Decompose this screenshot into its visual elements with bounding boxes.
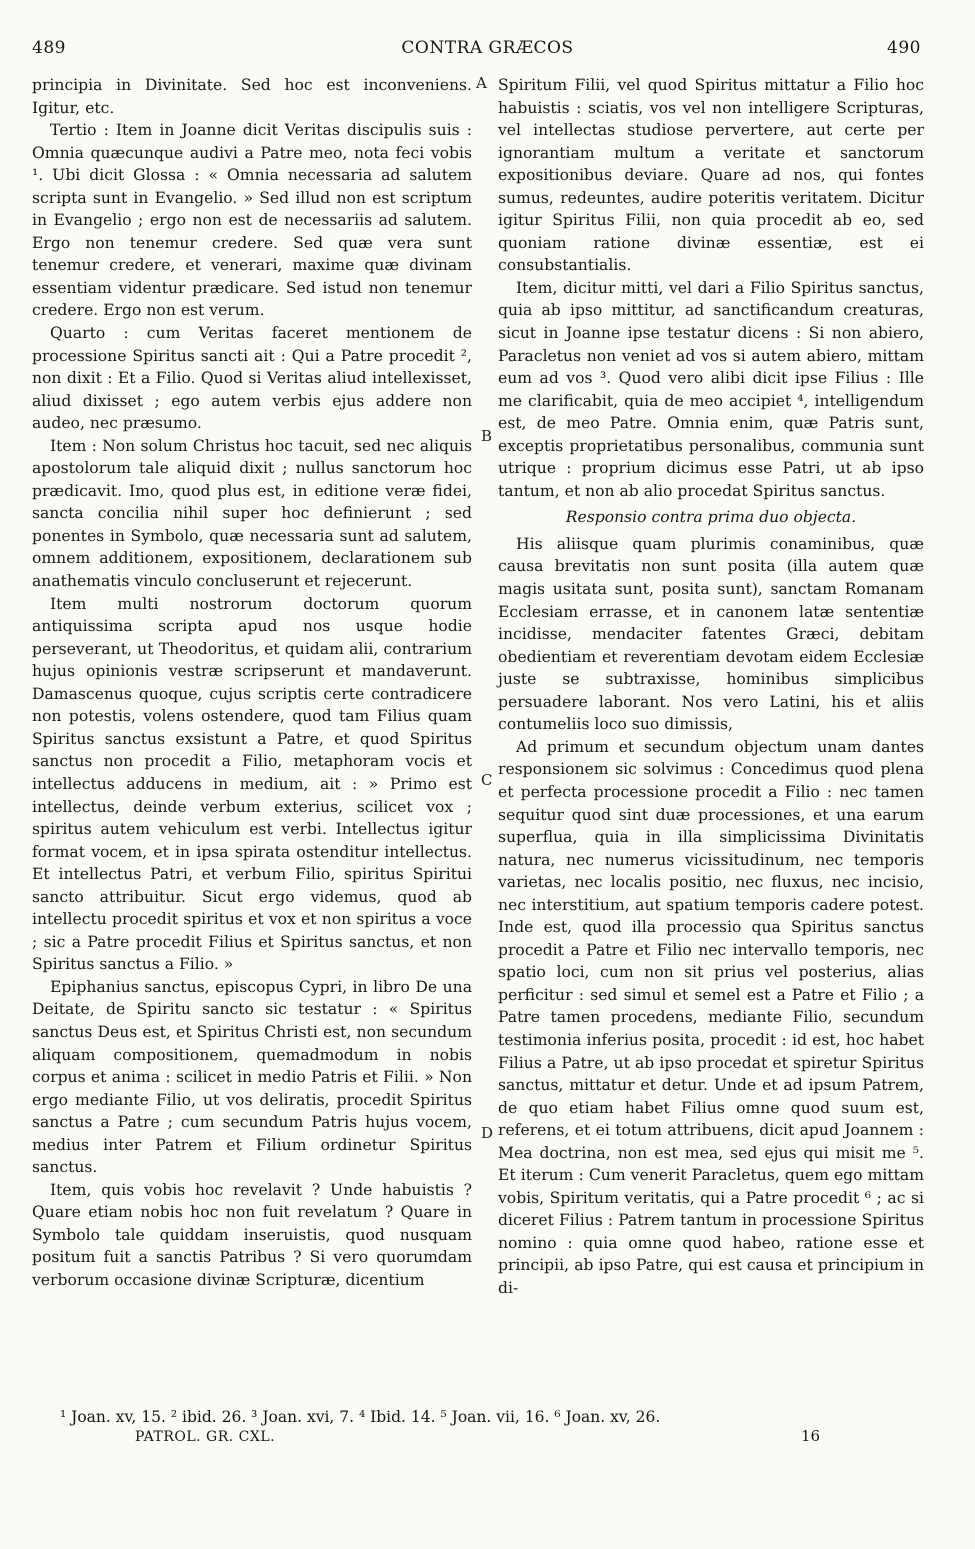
margin-mark-a: A <box>476 74 487 92</box>
paragraph: Tertio : Item in Joanne dicit Veritas discipulis suis : Omnia quæcunque audivi a Patre meo, nota feci vobis ¹. Ubi dicit Glossa : « Omnia necessaria ad salutem scripta sunt in Evangelio. » Sed illud non est scriptum in Evangelio ; ergo non est de necessariis ad salutem. Ergo non tenemur credere. Sed quæ vera sunt tenemur credere, et venerari, maxime quæ divinam essentiam videntur prædicare. Sed istud non tenemur credere. Ergo non est verum. <box>32 121 472 320</box>
volume-label: PATROL. GR. CXL. <box>135 1429 276 1445</box>
margin-mark-b: B <box>481 427 493 445</box>
paragraph: Item, dicitur mitti, vel dari a Filio Spiritus sanctus, quia ab ipso mittitur, ad sanctificandum creaturas, sicut in Joanne ipse testatur dicens : Si non abiero, Paracletus non veniet ad vos si autem abiero, mittam eum ad vos ³. Quod vero alibi dicit ipse Filius : Ille me clarificabit, quia de meo accipiet ⁴, intelligendum est, de meo Patre. Omnia enim, quæ Patris sunt, exceptis proprietatibus personalibus, communia sunt utrique : proprium dicimus esse Patri, ut ab ipso tantum, et non ab alio procedat Spiritus sanctus. <box>498 278 924 500</box>
margin-mark-c: C <box>481 771 493 789</box>
right-column <box>498 74 924 1300</box>
paragraph: His aliisque quam plurimis conaminibus, quæ causa brevitatis non sunt posita (illa autem quæ magis usitata sunt, posita sunt), sanctam Romanam Ecclesiam errasse, et in canonem latæ sententiæ incidisse, mendaciter fatentes Græci, debitam obedientiam et reverentiam devotam eidem Ecclesiæ juste se subtraxisse, hominibus simplicibus persuadere laborant. Nos vero Latini, his et aliis contumeliis loco suo dimissis, <box>498 534 924 734</box>
paragraph: Epiphanius sanctus, episcopus Cypri, in libro De una Deitate, de Spiritu sancto sic testatur : « Spiritus sanctus Deus est, et Spiritus Christi est, non secundum aliquam compositionem, quemadmodum in nobis corpus et anima : scilicet in medio Patris et Filii. » Non ergo mediante Filio, ut vos deliratis, procedit Spiritus sanctus a Patre ; cum secundum Patris hujus vocem, medius inter Patrem et Filium ordinetur Spiritus sanctus. <box>32 977 472 1177</box>
section-heading: Responsio contra prima duo objecta. <box>565 508 857 527</box>
page-number-right: 490 <box>887 38 921 58</box>
paragraph: Ad primum et secundum objectum unam dantes responsionem sic solvimus : Concedimus quod plena et perfecta processione procedit a Filio : nec tamen sequitur quod sint duæ processiones, et una earum superflua, quia in illa simplicissima Divinitatis natura, nec numerus vicissitudinum, nec temporis varietas, nec localis positio, nec fluxus, nec incisio, nec interstitium, aut spatium temporis cadere potest. Inde est, quod illa processio qua Spiritus sanctus procedit a Patre et Filio nec intervallo temporis, nec spatio loci, cum non sit prius vel posterius, alias perficitur : sed simul et semel est a Patre et Filio ; a Patre tamen procedens, mediante Filio, secundum testimonia inferius posita, procedit : id est, hoc habet Filius a Patre, ut ab ipso procedat et spiretur Spiritus sanctus, mittatur et detur. Unde et ad ipsum Patrem, de quo etiam habet Filius omne quod suum est, referens, et ei totum attribuens, dicit apud Joannem : Mea doctrina, non est mea, sed ejus qui misit me ⁵. Et iterum : Cum venerit Paracletus, quem ego mittam vobis, Spiritum veritatis, qui a Patre procedit ⁶ ; ac si diceret Filius : Patrem tantum in processione Spiritus nomino : quia omne quod habeo, ratione esse et principii, ab ipso Patre, qui est causa et principium in di- <box>498 737 924 1297</box>
margin-mark-d: D <box>481 1124 494 1142</box>
footnotes: ¹ Joan. xv, 15. ² ibid. 26. ³ Joan. xvi, 7. ⁴ Ibid. 14. ⁵ Joan. vii, 16. ⁶ Joan. xv, 26. <box>60 1408 661 1426</box>
paragraph: Item multi nostrorum doctorum quorum antiquissima scripta apud nos usque hodie perseverant, ut Theodoritus, et quidam alii, contrarium hujus opinionis vestræ scripserunt et mandaverunt. Damascenus quoque, cujus scriptis certe contradicere non potestis, volens ostendere, quod tam Filius quam Spiritus sanctus exsistunt a Patre, et quod Spiritus sanctus non procedit a Filio, metaphoram vocis et intellectus adducens in medium, ait : » Primo est intellectus, deinde verbum exterius, scilicet vox ; spiritus autem vehiculum est verbi. Intellectus igitur format vocem, et in ipsa spirata ostenditur intellectus. Et intellectus Patri, et verbum Filio, spiritus Spiritui sancto attribuitur. Sicut ergo videmus, quod ab intellectu procedit spiritus et vox et non spiritus a voce ; sic a Patre procedit Filius et Spiritus sanctus, et non Spiritus sanctus a Filio. » <box>32 594 472 974</box>
paragraph: Quarto : cum Veritas faceret mentionem de processione Spiritus sancti ait : Qui a Patre procedit ², non dixit : Et a Filio. Quod si Veritas aliud intellexisset, aliud dixisset ; ego autem verbis ejus addere non audeo, nec præsumo. <box>32 324 472 433</box>
paragraph: Item : Non solum Christus hoc tacuit, sed nec aliquis apostolorum tale aliquid dixit ; nullus sanctorum hoc prædicavit. Imo, quod plus est, in editione veræ fidei, sancta concilia nihil super hoc definierunt ; sed ponentes in Symbolo, quæ necessaria sunt ad salutem, omnem additionem, expositionem, declarationem sub anathematis vinculo concluserunt et rejecerunt. <box>32 436 472 591</box>
running-title: CONTRA GRÆCOS <box>401 38 574 58</box>
signature-mark: 16 <box>801 1427 821 1445</box>
page-number-left: 489 <box>32 38 66 58</box>
paragraph: Spiritum Filii, vel quod Spiritus mittatur a Filio hoc habuistis : sciatis, vos vel non intelligere Scripturas, vel intellectas studiose pervertere, aut certe per ignorantiam multum a veritate et sanctorum expositionibus deviare. Quare ad nos, qui fontes sumus, redeuntes, audire poteritis veritatem. Dicitur igitur Spiritus Filii, non quia procedit ab eo, sed quoniam ratione divinæ essentiæ, est ei consubstantialis. <box>498 76 924 275</box>
paragraph: Item, quis vobis hoc revelavit ? Unde habuistis ? Quare etiam nobis hoc non fuit revelatum ? Quare in Symbolo tale quiddam inseruistis, quod nusquam positum fuit a sanctis Patribus ? Si vero quorumdam verborum occasione divinæ Scripturæ, dicentium <box>32 1180 472 1289</box>
paragraph: principia in Divinitate. Sed hoc est inconveniens. Igitur, etc. <box>32 76 472 117</box>
left-column <box>32 74 472 1292</box>
